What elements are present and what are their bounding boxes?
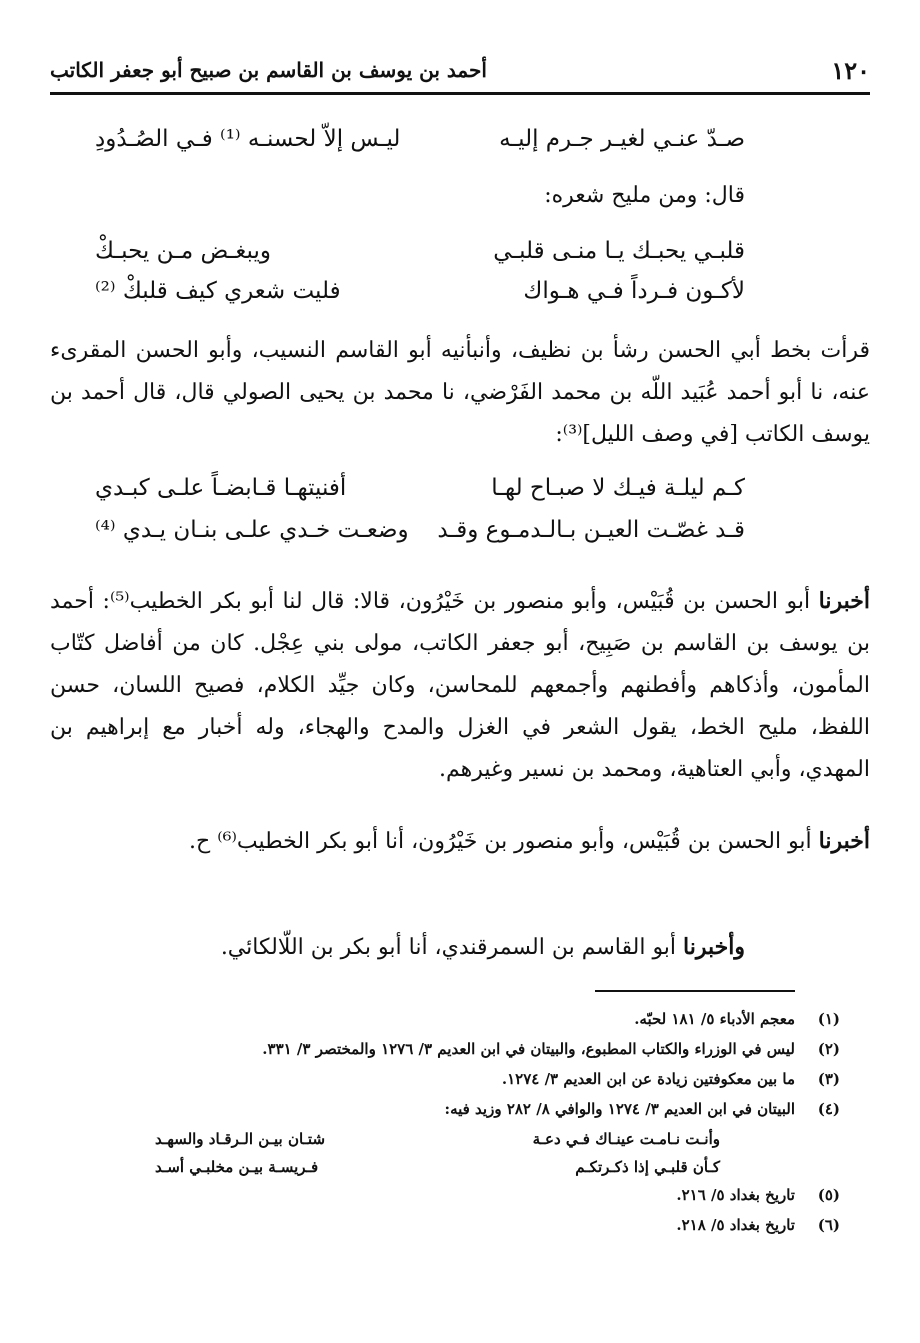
footnote-verse-line — [50, 1158, 795, 1186]
verse-hemistich-first: وأنـت نـامـت عينـاك فـي دعـة — [532, 1130, 720, 1148]
paragraph-lead-word: وأخبرنا — [683, 934, 745, 960]
footnote — [50, 1216, 840, 1246]
running-title: أحمد بن يوسف بن القاسم بن صبيح أبو جعفر الكاتب — [50, 58, 487, 82]
paragraph-biography — [50, 580, 870, 791]
verse-line — [95, 238, 745, 278]
footnote-text: البيتان في ابن العديم ٣/ ١٢٧٤ والوافي ٨/ ٢٨٢ وزيد فيه: — [444, 1100, 795, 1118]
verse-line — [95, 278, 745, 318]
paragraph-text: أبو القاسم بن السمرقندي، أنا أبو بكر بن اللّالكائي. — [220, 935, 677, 960]
footnote-number: (٤) — [817, 1100, 840, 1118]
footnote — [50, 1040, 840, 1070]
page-number: ١٢٠ — [831, 56, 870, 85]
intro-line: قال: ومن مليح شعره: — [544, 183, 745, 208]
verse-hemistich-second: ويبغـض مـن يحبـكْ — [95, 238, 271, 264]
footnote-number: (١) — [817, 1010, 840, 1028]
verse-hemistich-second: ليـس إلاّ لحسنـه ⁽¹⁾ فـي الصُـدُودِ — [95, 126, 401, 152]
footnote-text: معجم الأدباء ٥/ ١٨١ لحبّه. — [634, 1010, 795, 1028]
paragraph-lead-word: أخبرنا — [818, 588, 870, 614]
verse-hemistich-second: شتـان بيـن الـرقـاد والسهـد — [155, 1130, 326, 1148]
verse-hemistich-second: وضعـت خـدي علـى بنـان يـدي ⁽⁴⁾ — [95, 517, 409, 543]
verse-hemistich-first: لأكـون فـرداً فـي هـواك — [523, 278, 745, 304]
footnote-text: تاريخ بغداد ٥/ ٢١٦. — [676, 1186, 795, 1204]
running-header — [50, 52, 870, 92]
footnotes — [50, 1010, 840, 1246]
footnote-number: (٦) — [817, 1216, 840, 1234]
verse-hemistich-second: أفنيتهـا قـابضـاً علـى كبـدي — [95, 475, 347, 501]
verse-hemistich-first: قلبـي يحبـك يـا منـى قلبـي — [493, 238, 745, 264]
header-rule — [50, 92, 870, 95]
footnote-text: ما بين معكوفتين زيادة عن ابن العديم ٣/ ١٢٧٤. — [501, 1070, 795, 1088]
footnote-verse-line — [50, 1130, 795, 1158]
footnote-text: ليس في الوزراء والكتاب المطبوع، والبيتان في ابن العديم ٣/ ١٢٧٦ والمختصر ٣/ ٣٣١. — [262, 1040, 795, 1058]
verse-hemistich-second: فليت شعري كيف قلبكْ ⁽²⁾ — [95, 278, 341, 304]
verse-hemistich-first: صـدّ عنـي لغيـر جـرم إليـه — [499, 126, 745, 152]
verse-hemistich-first: كـم ليلـة فيـك لا صبـاح لهـا — [491, 475, 745, 501]
paragraph-lead-word: أخبرنا — [818, 828, 870, 854]
verse-line — [95, 475, 745, 515]
verse-line — [95, 126, 745, 166]
verse-hemistich-second: فـريسـة بيـن مخلبـي أسـد — [155, 1158, 319, 1176]
footnote — [50, 1100, 840, 1130]
footnote — [50, 1070, 840, 1100]
footnote — [50, 1010, 840, 1040]
footnote-number: (٢) — [817, 1040, 840, 1058]
footnote-separator — [595, 990, 795, 992]
footnote-number: (٥) — [817, 1186, 840, 1204]
paragraph-isnad: قرأت بخط أبي الحسن رشأ بن نظيف، وأنبأنيه أبو القاسم النسيب، وأبو الحسن المقرىء عنه، نا أبو أحمد عُبَيد اللّه بن محمد الفَرْضي، نا محمد بن يحيى الصولي قال، قال أحمد بن يوسف الكاتب [في وصف الليل]⁽³⁾: — [50, 338, 870, 447]
verse-line — [95, 517, 745, 557]
paragraph-isnad-3 — [50, 926, 745, 969]
footnote-text: تاريخ بغداد ٥/ ٢١٨. — [676, 1216, 795, 1234]
verse-hemistich-first: كـأن قلبـي إذا ذكـرتكـم — [575, 1158, 720, 1176]
paragraph-isnad-2 — [50, 820, 870, 863]
paragraph-text: أبو الحسن بن قُبَيْس، وأبو منصور بن خَيْرُون، قالا: قال لنا أبو بكر الخطيب⁽⁵⁾: أحمد بن يوسف بن القاسم بن صَبِيح، أبو جعفر الكاتب، مولى بني عِجْل. كان من أفاضل كتّاب المأمون، وأذكاهم وأفطنهم وأجمعهم للمحاسن، وكان جيِّد الكلام، فصيح اللسان، حسن اللفظ، مليح الخط، يقول الشعر في الغزل والمدح والهجاء، وله أخبار مع إبراهيم بن المهدي، وأبي العتاهية، ومحمد بن نسير وغيرهم. — [50, 589, 870, 782]
footnote-number: (٣) — [817, 1070, 840, 1088]
footnote — [50, 1186, 840, 1216]
verse-hemistich-first: قـد غصّـت العيـن بـالـدمـوع وقـد — [437, 517, 745, 543]
paragraph-text: أبو الحسن بن قُبَيْس، وأبو منصور بن خَيْرُون، أنا أبو بكر الخطيب⁽⁶⁾ ح. — [189, 829, 812, 854]
